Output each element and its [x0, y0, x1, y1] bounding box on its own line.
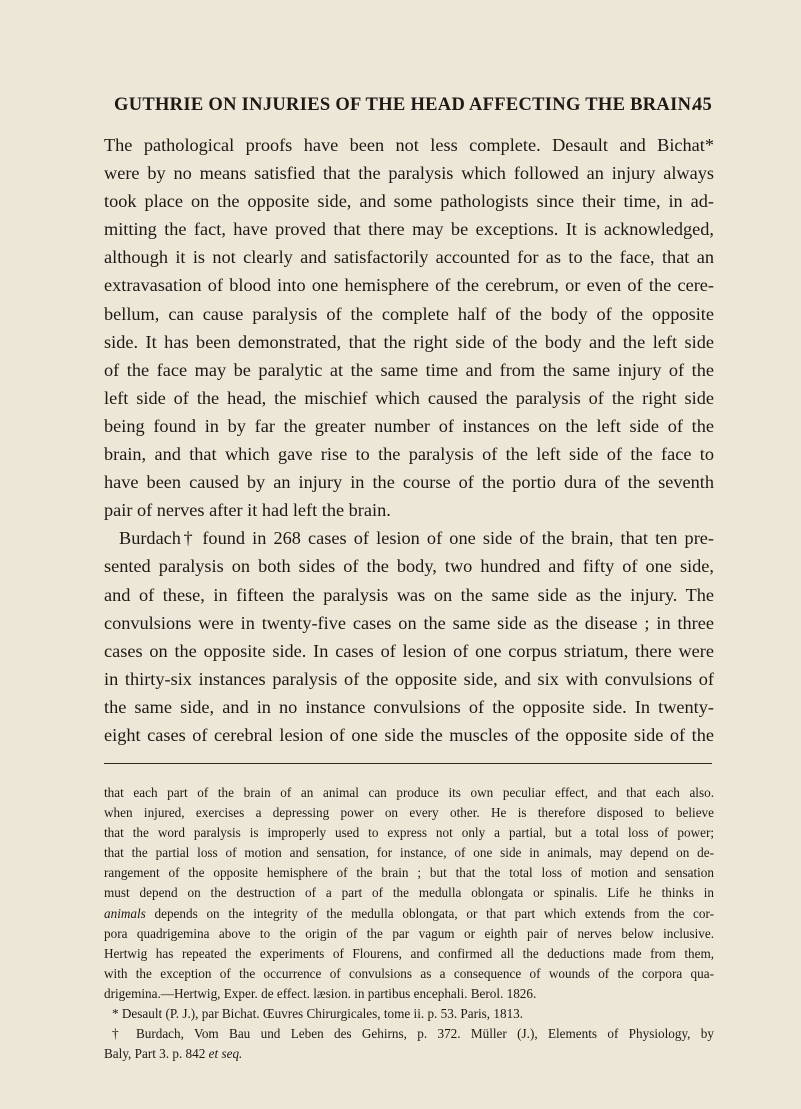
footnotes [104, 783, 714, 1064]
footnote-line: Baly, Part 3. p. 842 et seq. [104, 1046, 243, 1062]
text-line: side. It has been demonstrated, that the right side of the body and the left side [104, 331, 714, 352]
footnote-line: drigemina.—Hertwig, Exper. de effect. læsion. in partibus encephali. Berol. 1826. [104, 985, 537, 1001]
footnote-line: animals depends on the integrity of the medulla oblongata, or that part which extends from the cor- [104, 905, 714, 921]
text-line: sented paralysis on both sides of the body, two hundred and fifty of one side, [104, 556, 714, 577]
text-line: took place on the opposite side, and some pathologists since their time, in ad- [104, 191, 714, 212]
text-line: and of these, in fifteen the paralysis was on the same side as the injury. The [104, 584, 714, 605]
text-line: were by no means satisfied that the paralysis which followed an injury always [104, 163, 714, 184]
italic-phrase: et seq. [208, 1046, 243, 1062]
italic-word: animals [104, 905, 146, 921]
running-title: GUTHRIE ON INJURIES OF THE HEAD AFFECTING THE BRAIN. [114, 95, 697, 115]
text-line: of the face may be paralytic at the same time and from the same injury of the [104, 359, 714, 380]
text-line: convulsions were in twenty-five cases on the same side as the disease ; in three [104, 612, 714, 633]
text-line: left side of the head, the mischief which caused the paralysis of the right side [104, 387, 714, 408]
footnote-line: pora quadrigemina above to the origin of the par vagum or eighth pair of nerves below inclusive. [104, 925, 714, 941]
running-header [100, 95, 712, 125]
footnote-rule [104, 763, 712, 764]
text-line: The pathological proofs have been not less complete. Desault and Bichat* [104, 135, 714, 155]
text-line: brain, and that which gave rise to the paralysis of the left side of the face to [104, 444, 714, 465]
text-line: bellum, can cause paralysis of the complete half of the body of the opposite [104, 303, 714, 324]
main-text [104, 131, 714, 749]
text-line: the same side, and in no instance convulsions of the opposite side. In twenty- [104, 696, 714, 717]
text-line: Burdach† found in 268 cases of lesion of one side of the brain, that ten pre- [119, 528, 714, 549]
text-line: extravasation of blood into one hemisphere of the cerebrum, or even of the cere- [104, 275, 714, 296]
text-line: in thirty-six instances paralysis of the opposite side, and six with convulsions of [104, 668, 714, 689]
text-line: being found in by far the greater number of instances on the left side of the [104, 415, 714, 436]
footnote-line: that each part of the brain of an animal can produce its own peculiar effect, and that each also. [104, 785, 714, 800]
footnote-line: that the partial loss of motion and sensation, for instance, of one side in animals, may depend on de- [104, 845, 714, 861]
page-number: 45 [692, 95, 712, 115]
footnote-line: when injured, exercises a depressing power on every other. He is therefore disposed to believe [104, 805, 714, 821]
footnote-burdach: † Burdach, Vom Bau und Leben des Gehirns, p. 372. Müller (J.), Elements of Physiology, by [112, 1026, 714, 1042]
footnote-line: must depend on the destruction of a part of the medulla oblongata or spinalis. Life he thinks in [104, 885, 714, 901]
text-line: mitting the fact, have proved that there may be exceptions. It is acknowledged, [104, 219, 714, 240]
text-line: eight cases of cerebral lesion of one side the muscles of the opposite side of the [104, 724, 714, 745]
text-line: cases on the opposite side. In cases of lesion of one corpus striatum, there were [104, 640, 714, 661]
footnote-line: that the word paralysis is improperly used to express not only a partial, but a total loss of power; [104, 825, 714, 841]
text-line: although it is not clearly and satisfactorily accounted for as to the face, that an [104, 247, 714, 268]
footnote-desault: * Desault (P. J.), par Bichat. Œuvres Chirurgicales, tome ii. p. 53. Paris, 1813. [112, 1006, 524, 1022]
footnote-line: Hertwig has repeated the experiments of Flourens, and confirmed all the deductions made from them, [104, 945, 714, 961]
text-line: pair of nerves after it had left the brain. [104, 500, 391, 521]
text-line: have been caused by an injury in the course of the portio dura of the seventh [104, 472, 714, 493]
footnote-line: rangement of the opposite hemisphere of the brain ; but that the total loss of motion and sensation [104, 865, 714, 881]
footnote-line: with the exception of the occurrence of convulsions as a consequence of wounds of the corpora qua- [104, 965, 714, 981]
